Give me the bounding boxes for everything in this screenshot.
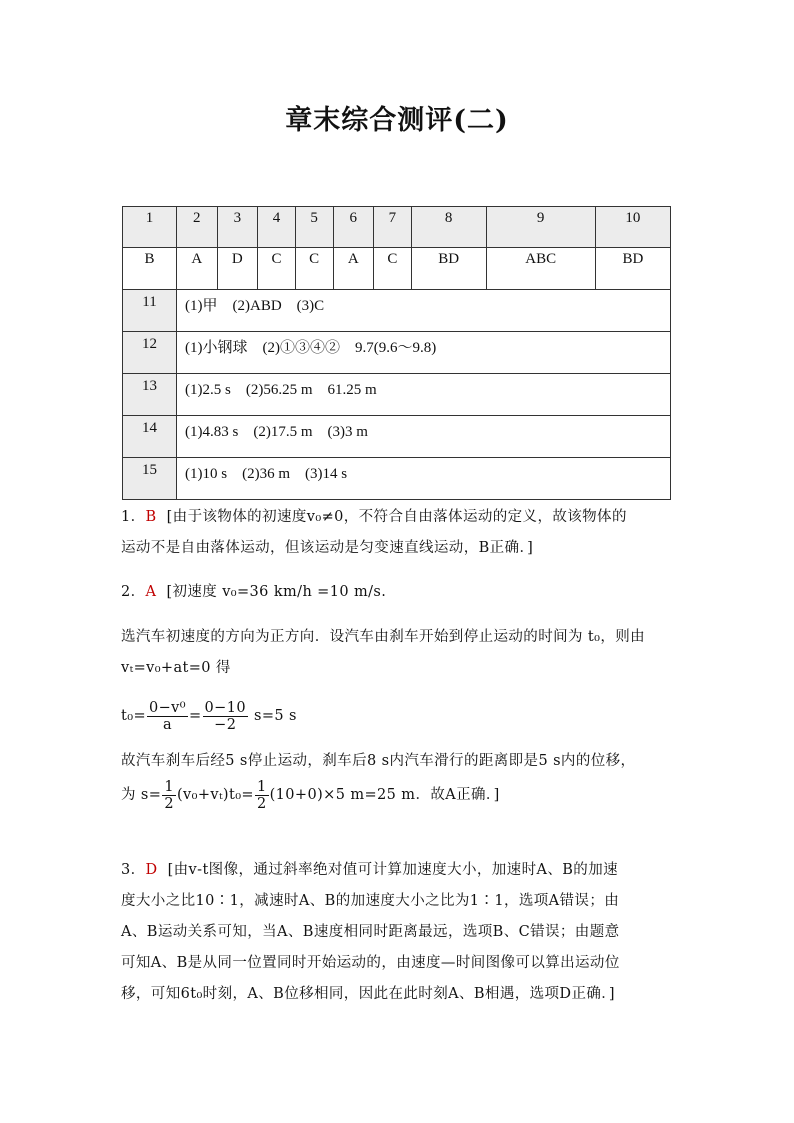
question-number: 5 (295, 207, 333, 248)
question-number: 6 (333, 207, 374, 248)
answer-table-header-row (123, 207, 671, 248)
solution-number: 2． (121, 584, 146, 600)
solution-text: 选汽车初速度的方向为正方向．设汽车由刹车开始到停止运动的时间为 t₀，则由 (121, 629, 646, 645)
answer-cell: (1)2.5 s (2)56.25 m 61.25 m (177, 374, 671, 416)
solution-number: 1． (121, 509, 146, 525)
question-number: 3 (217, 207, 258, 248)
answer-cell: ABC (486, 248, 595, 290)
solution-number: 3． (121, 862, 146, 878)
question-number: 14 (123, 416, 177, 458)
fraction-numerator: 1 (164, 778, 174, 795)
solution-1 (121, 502, 681, 564)
table-row (123, 332, 671, 374)
table-row (123, 374, 671, 416)
solution-answer: B (145, 509, 157, 525)
fraction-denominator: a (162, 716, 173, 733)
answer-cell: D (217, 248, 258, 290)
question-number: 8 (411, 207, 486, 248)
fraction (203, 700, 248, 733)
answer-cell: A (177, 248, 218, 290)
answer-table (122, 206, 671, 500)
fraction-numerator: 1 (256, 778, 267, 795)
table-row (123, 416, 671, 458)
question-number: 2 (177, 207, 218, 248)
question-number: 7 (374, 207, 412, 248)
fraction-denominator: 2 (256, 795, 267, 812)
formula-text: s=5 s (254, 708, 297, 724)
table-row (123, 290, 671, 332)
formula-text: (v₀+vₜ)t₀= (176, 787, 254, 803)
answer-cell: (1)10 s (2)36 m (3)14 s (177, 458, 671, 500)
answer-cell: B (123, 248, 177, 290)
question-number: 12 (123, 332, 177, 374)
solution-text: 度大小之比10∶1，减速时A、B的加速度大小之比为1∶1，选项A错误；由 (121, 893, 620, 909)
answer-cell: (1)4.83 s (2)17.5 m (3)3 m (177, 416, 671, 458)
solution-answer: D (145, 862, 158, 878)
fraction-numerator: 0−10 (204, 699, 246, 716)
formula-text: 为 s= (121, 787, 162, 803)
solution-answer: A (145, 584, 157, 600)
table-row (123, 458, 671, 500)
question-number: 9 (486, 207, 595, 248)
question-number: 1 (123, 207, 177, 248)
question-number: 15 (123, 458, 177, 500)
answer-cell: C (258, 248, 296, 290)
question-number: 13 (123, 374, 177, 416)
answer-cell: A (333, 248, 374, 290)
formula-text: = (188, 708, 202, 724)
answer-cell: C (295, 248, 333, 290)
question-number: 10 (595, 207, 670, 248)
solution-text: 故汽车刹车后经5 s停止运动，刹车后8 s内汽车滑行的距离即是5 s内的位移， (121, 753, 636, 769)
answer-cell: BD (411, 248, 486, 290)
solution-text: [由于该物体的初速度v₀≠0，不符合自由落体运动的定义，故该物体的 (166, 509, 627, 525)
fraction-numerator: 0−v⁰ (149, 699, 186, 716)
solution-line (121, 502, 681, 533)
page-title: 章末综合测评(二) (285, 105, 509, 136)
solution-text: A、B运动关系可知，当A、B速度相同时距离最远，选项B、C错误；由题意 (121, 924, 620, 940)
formula-text: t₀= (121, 708, 146, 724)
solution-text: [初速度 v₀=36 km/h =10 m/s. (166, 584, 387, 600)
solution-3 (121, 855, 681, 1010)
answer-cell: (1)甲 (2)ABD (3)C (177, 290, 671, 332)
solution-text: 运动不是自由落体运动，但该运动是匀变速直线运动，B正确．] (121, 540, 534, 556)
answer-table-answer-row (123, 248, 671, 290)
solution-text: [由v-t图像，通过斜率绝对值可计算加速度大小，加速时A、B的加速 (167, 862, 618, 878)
formula-text: (10+0)×5 m=25 m．故A正确．] (269, 787, 500, 803)
fraction-denominator: 2 (164, 795, 174, 812)
solution-text: vₜ=v₀+at=0 得 (121, 660, 231, 676)
question-number: 11 (123, 290, 177, 332)
formula-line (121, 698, 681, 734)
fraction-denominator: −2 (214, 716, 237, 733)
solution-text: 移，可知6t₀时刻，A、B位移相同，因此在此时刻A、B相遇，选项D正确．] (121, 986, 615, 1002)
formula-line (121, 777, 681, 813)
solution-line (121, 855, 681, 886)
answer-cell: C (374, 248, 412, 290)
fraction (147, 700, 188, 733)
answer-cell: (1)小钢球 (2)①③④② 9.7(9.6～9.8) (177, 332, 671, 374)
fraction (255, 779, 269, 812)
solution-text: 可知A、B是从同一位置同时开始运动的，由速度—时间图像可以算出运动位 (121, 955, 620, 971)
question-number: 4 (258, 207, 296, 248)
solution-2 (121, 577, 681, 813)
answer-cell: BD (595, 248, 670, 290)
fraction (162, 779, 176, 812)
solution-line (121, 577, 681, 608)
